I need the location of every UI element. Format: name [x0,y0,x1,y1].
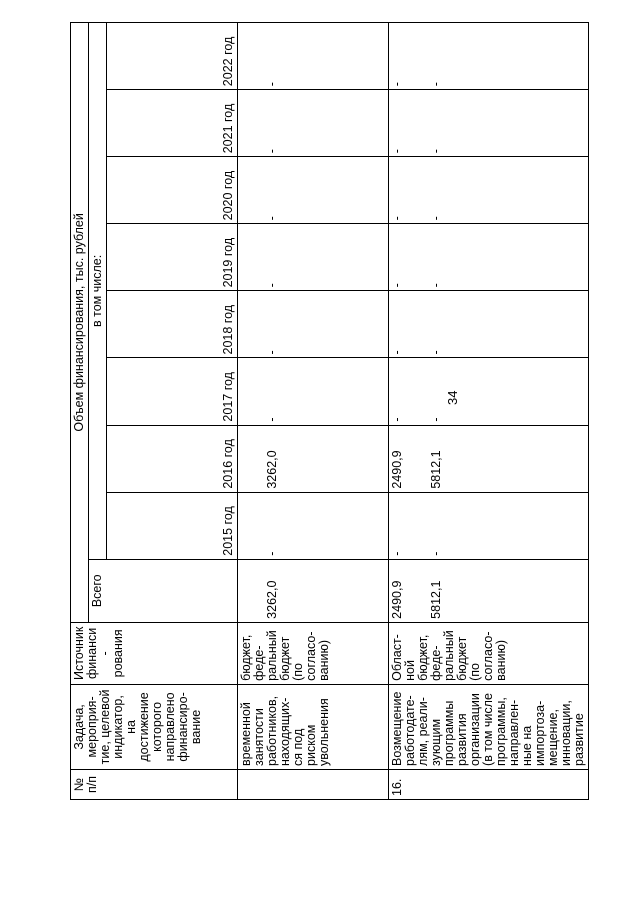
row-task: временной занятости работников, находящих- ся под риском увольнения [238,684,389,769]
header-total: Всего [89,559,238,622]
row-value-2020: - [238,157,389,224]
row-value-2017: - - [389,358,589,425]
row-total: 3262,0 [238,559,389,622]
row-value-2019: - [238,224,389,291]
row-num: 16. [389,769,589,799]
header-year-2019: 2019 год [107,224,238,291]
page-number: 34 [445,390,460,405]
row-value-2016: 3262,0 [238,425,389,492]
row-value-2018: - [238,291,389,358]
row-total: 2490,9 5812,1 [389,559,589,622]
row-num [238,769,389,799]
financing-table [70,22,589,800]
row-value-2021: - [238,90,389,157]
row-source: Област- ной бюджет, феде- ральный бюджет (по согласо- ванию) [389,622,589,684]
row-value-2022: - [238,23,389,90]
header-year-2021: 2021 год [107,90,238,157]
row-value-2021: - - [389,90,589,157]
header-task: Задача, мероприя- тие, целевой индикатор, на достижение которого направлено финансиро- вание [71,684,238,769]
header-volume: Объем финансирования, тыс. рублей [71,23,89,623]
header-year-2017: 2017 год [107,358,238,425]
row-value-2016: 2490,9 5812,1 [389,425,589,492]
row-source: бюджет, феде- ральный бюджет (по согласо- ванию) [238,622,389,684]
row-value-2015: - - [389,492,589,559]
header-including: в том числе: [89,23,107,560]
table-row [389,23,589,800]
header-num: № п/п [71,769,238,799]
row-value-2020: - - [389,157,589,224]
header-year-2018: 2018 год [107,291,238,358]
header-year-2016: 2016 год [107,425,238,492]
row-value-2015: - [238,492,389,559]
header-source: Источник финанси- рования [71,622,238,684]
row-value-2017: - [238,358,389,425]
row-task: Возмещение работодате- лям, реали- зующим программы развития организации (в том числе программы, направлен- ные на импортоза- мещение, инновации, развитие [389,684,589,769]
row-value-2019: - - [389,224,589,291]
header-year-2015: 2015 год [107,492,238,559]
header-year-2022: 2022 год [107,23,238,90]
table-row [238,23,389,800]
header-year-2020: 2020 год [107,157,238,224]
row-value-2022: - - [389,23,589,90]
row-value-2018: - - [389,291,589,358]
rotated-table-container [70,20,602,800]
